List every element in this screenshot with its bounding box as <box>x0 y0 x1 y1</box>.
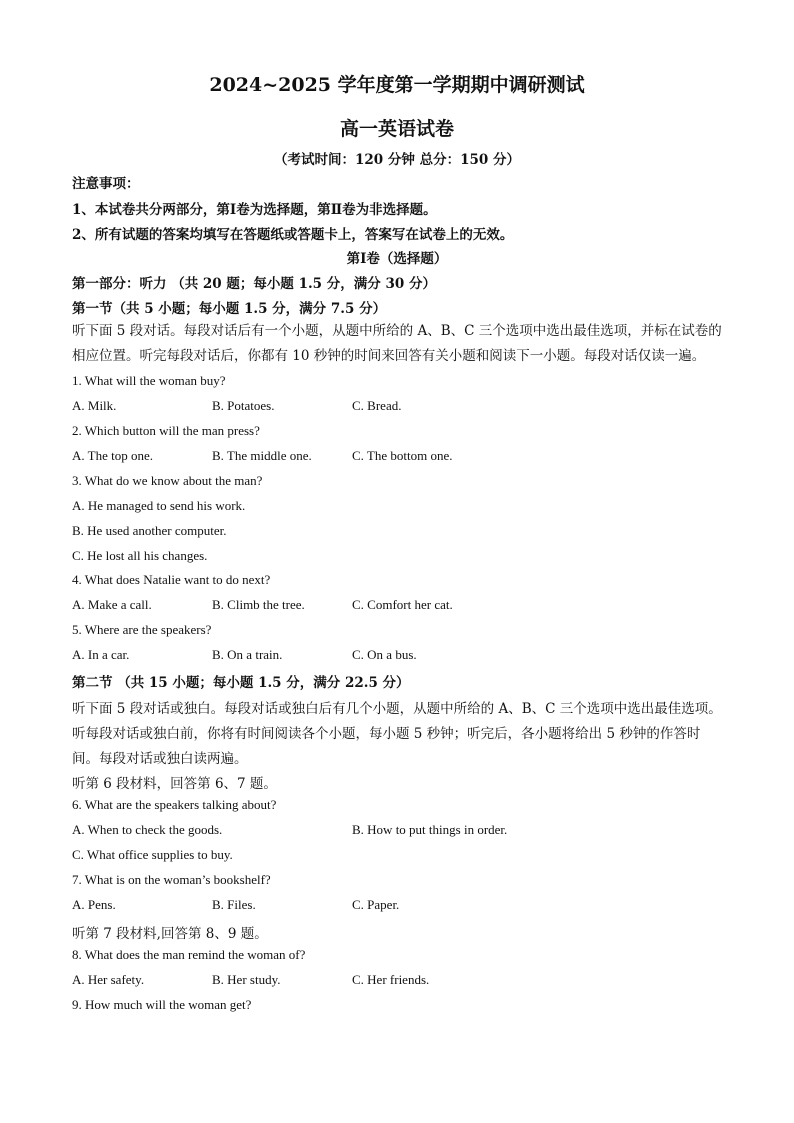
q4-option-c: C. Comfort her cat. <box>352 597 453 612</box>
question-7: 7. What is on the woman’s bookshelf? <box>72 872 271 887</box>
q3-option-a: A. He managed to send his work. <box>72 498 246 513</box>
volume1-title: 第Ⅰ卷（选择题） <box>346 251 448 267</box>
section2-instructions-1: 听下面 5 段对话或独白。每段对话或独白后有几个小题，从题中所给的 A、B、C 三个选项中选出最佳选项。 <box>72 701 722 717</box>
q6-option-c: C. What office supplies to buy. <box>72 847 233 862</box>
section1-instructions: 听下面 5 段对话。每段对话后有一个小题，从题中所给的 A、B、C 三个选项中选出最佳选项，并标在试卷的相应位置。听完每段对话后，你都有 10 秒钟的时间来回答有关小题和阅读下一小题。每段对话仅读一遍。 <box>72 323 722 364</box>
question-9: 9. How much will the woman get? <box>72 997 252 1012</box>
section2-title: 第二节 （共 15 小题；每小题 1.5 分，满分 22.5 分） <box>72 675 410 691</box>
section2-instructions-2: 听每段对话或独白前，你将有时间阅读各个小题，每小题 5 秒钟；听完后，各小题将给出 5 秒钟的作答时 <box>72 726 701 742</box>
q1-option-a: A. Milk. <box>72 398 117 413</box>
section1-title: 第一节（共 5 小题；每小题 1.5 分，满分 7.5 分） <box>72 301 387 317</box>
question-1: 1. What will the woman buy? <box>72 373 226 388</box>
exam-title: 2024~2025 学年度第一学期期中调研测试 <box>209 74 585 96</box>
q2-option-b: B. The middle one. <box>212 448 312 463</box>
q2-option-a: A. The top one. <box>72 448 153 463</box>
q7-option-a: A. Pens. <box>72 897 116 912</box>
q7-option-c: C. Paper. <box>352 897 400 912</box>
q5-option-c: C. On a bus. <box>352 647 417 662</box>
question-2: 2. Which button will the man press? <box>72 423 260 438</box>
q3-option-c: C. He lost all his changes. <box>72 548 208 563</box>
question-4: 4. What does Natalie want to do next? <box>72 572 271 587</box>
q5-option-b: B. On a train. <box>212 647 283 662</box>
q8-option-b: B. Her study. <box>212 972 281 987</box>
exam-info: （考试时间：120 分钟 总分：150 分） <box>274 152 520 168</box>
q7-option-b: B. Files. <box>212 897 256 912</box>
notes-item-2: 2、所有试题的答案均填写在答题纸或答题卡上，答案写在试卷上的无效。 <box>72 227 514 243</box>
section2-instructions-3: 间。每段对话或独白读两遍。 <box>72 751 248 767</box>
q4-option-b: B. Climb the tree. <box>212 597 305 612</box>
question-5: 5. Where are the speakers? <box>72 622 212 637</box>
q6-option-b: B. How to put things in order. <box>352 822 508 837</box>
q3-option-b: B. He used another computer. <box>72 523 227 538</box>
notes-heading: 注意事项： <box>72 176 140 192</box>
q1-option-b: B. Potatoes. <box>212 398 275 413</box>
q6-option-a: A. When to check the goods. <box>72 822 223 837</box>
material-7-note: 听第 7 段材料,回答第 8、9 题。 <box>72 926 268 942</box>
notes-item-1: 1、本试卷共分两部分，第Ⅰ卷为选择题，第Ⅱ卷为非选择题。 <box>72 202 437 218</box>
q1-option-c: C. Bread. <box>352 398 402 413</box>
exam-subtitle: 高一英语试卷 <box>339 118 454 140</box>
part1-title: 第一部分：听力 （共 20 题；每小题 1.5 分，满分 30 分） <box>72 276 436 292</box>
q8-option-a: A. Her safety. <box>72 972 145 987</box>
question-6: 6. What are the speakers talking about? <box>72 797 277 812</box>
material-6-note: 听第 6 段材料，回答第 6、7 题。 <box>72 776 277 792</box>
q4-option-a: A. Make a call. <box>72 597 152 612</box>
q2-option-c: C. The bottom one. <box>352 448 453 463</box>
question-8: 8. What does the man remind the woman of? <box>72 947 306 962</box>
q8-option-c: C. Her friends. <box>352 972 430 987</box>
q5-option-a: A. In a car. <box>72 647 130 662</box>
question-3: 3. What do we know about the man? <box>72 473 263 488</box>
